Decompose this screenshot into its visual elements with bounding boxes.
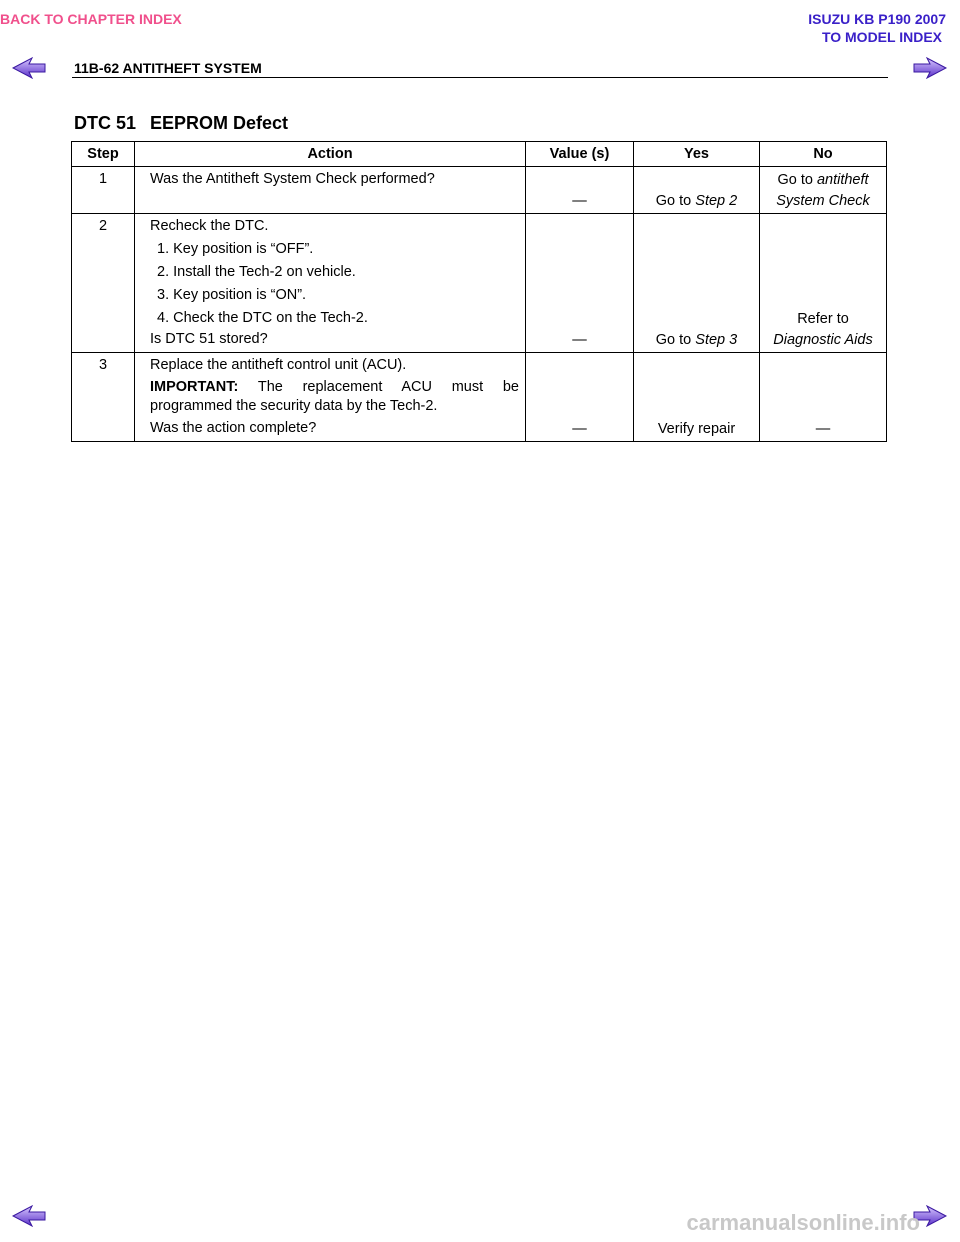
action-text: Replace the antitheft control unit (ACU).	[150, 357, 407, 373]
table-row	[72, 214, 887, 353]
yes-cell	[634, 214, 760, 353]
section-header: 11B-62 ANTITHEFT SYSTEM	[74, 60, 262, 76]
action-text: Recheck the DTC.	[150, 218, 269, 234]
next-page-arrow-icon[interactable]	[913, 57, 947, 79]
substep-item: 2. Install the Tech-2 on vehicle.	[157, 264, 356, 280]
step-number: 2	[72, 214, 135, 353]
step-number: 1	[72, 167, 135, 214]
yes-prefix: Go to	[655, 332, 696, 348]
dtc-name: EEPROM Defect	[150, 113, 289, 133]
yes-cell	[634, 167, 760, 214]
substep-item: 3. Key position is “ON”.	[157, 287, 307, 303]
table-header-row	[72, 142, 887, 167]
yes-prefix: Go to	[655, 193, 696, 209]
action-cell	[135, 353, 526, 442]
value-cell: —	[526, 214, 634, 353]
watermark: carmanualsonline.info	[686, 1210, 920, 1235]
yes-step-link[interactable]: Step 2	[695, 193, 738, 209]
no-prefix: Refer to	[797, 311, 849, 327]
table-row	[72, 353, 887, 442]
step-number: 3	[72, 353, 135, 442]
yes-step-link[interactable]: Step 3	[695, 332, 738, 348]
no-ref-link[interactable]: System Check	[776, 193, 870, 209]
action-cell	[135, 214, 526, 353]
no-prefix: Go to	[777, 172, 817, 188]
table-row	[72, 167, 887, 214]
prev-page-arrow-icon[interactable]	[12, 57, 46, 79]
no-cell	[760, 214, 887, 353]
back-to-chapter-index-link[interactable]: BACK TO CHAPTER INDEX	[0, 11, 182, 27]
prev-page-arrow-icon[interactable]	[12, 1205, 46, 1227]
value-cell: —	[526, 353, 634, 442]
action-question: Was the action complete?	[150, 420, 317, 436]
value-cell: —	[526, 167, 634, 214]
action-question: Is DTC 51 stored?	[150, 331, 268, 347]
important-label: IMPORTANT:	[150, 379, 239, 395]
no-ref-link[interactable]: Diagnostic Aids	[773, 332, 873, 348]
action-text: Was the Antitheft System Check performed?	[150, 171, 435, 187]
no-cell: —	[760, 353, 887, 442]
no-ref-link[interactable]: antitheft	[816, 172, 869, 188]
header-divider	[72, 77, 888, 78]
diagnostic-table	[71, 141, 887, 442]
dtc-code: DTC 51	[74, 113, 137, 133]
no-cell	[760, 167, 887, 214]
header-value: Value (s)	[526, 142, 634, 167]
to-model-index-link[interactable]: TO MODEL INDEX	[821, 29, 942, 45]
model-title-link[interactable]: ISUZU KB P190 2007	[808, 11, 946, 27]
important-text: The replacement ACU must be programmed the security data by the Tech-2.	[150, 379, 519, 414]
header-no: No	[760, 142, 887, 167]
substep-item: 1. Key position is “OFF”.	[157, 241, 314, 257]
action-cell	[135, 167, 526, 214]
important-note	[150, 378, 519, 416]
header-step: Step	[72, 142, 135, 167]
yes-cell: Verify repair	[634, 353, 760, 442]
dtc-title	[74, 113, 288, 134]
header-action: Action	[135, 142, 526, 167]
header-yes: Yes	[634, 142, 760, 167]
substep-item: 4. Check the DTC on the Tech-2.	[157, 310, 368, 326]
